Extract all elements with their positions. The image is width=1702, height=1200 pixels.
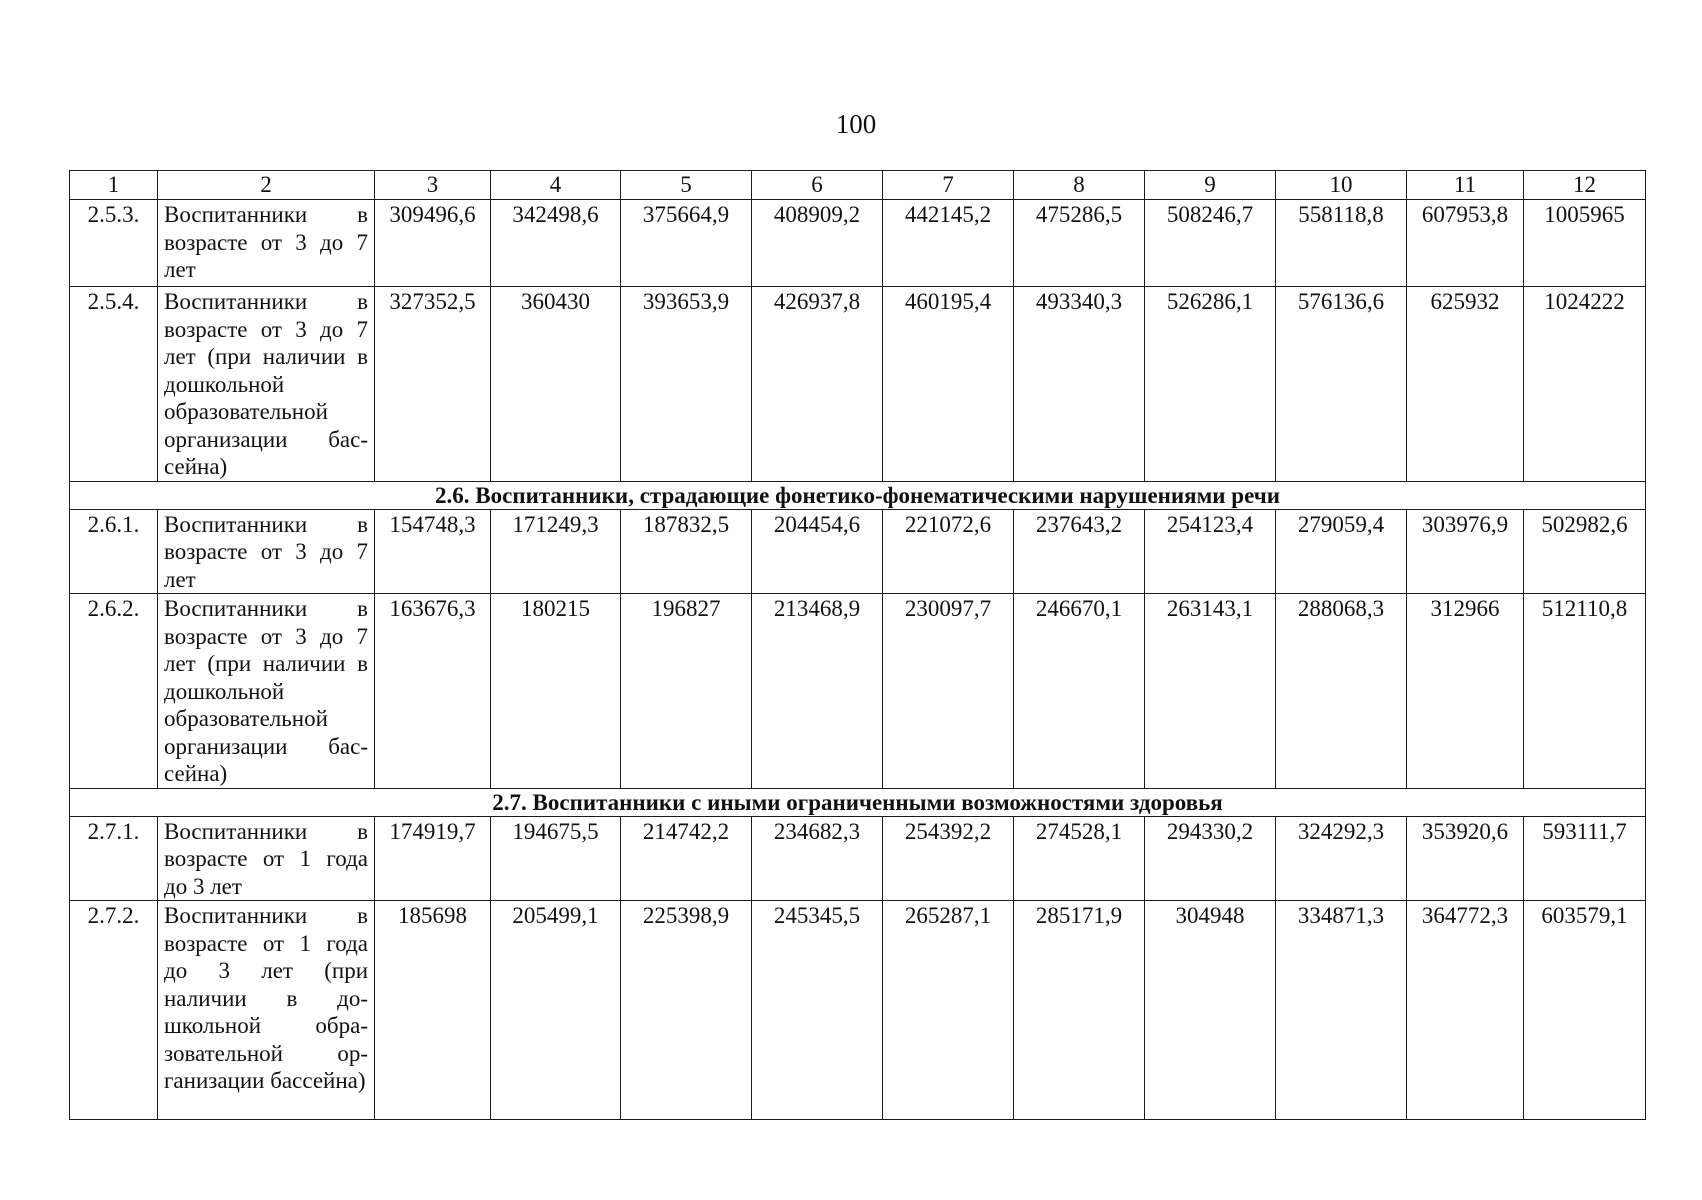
value-cell: 285171,9	[1014, 901, 1145, 1120]
value-cell: 274528,1	[1014, 816, 1145, 901]
value-cell: 493340,3	[1014, 287, 1145, 482]
value-cell: 512110,8	[1524, 594, 1646, 789]
value-cell: 237643,2	[1014, 509, 1145, 594]
column-number: 5	[621, 171, 752, 200]
value-cell: 607953,8	[1407, 200, 1524, 287]
value-cell: 393653,9	[621, 287, 752, 482]
column-number: 6	[752, 171, 883, 200]
value-cell: 279059,4	[1276, 509, 1407, 594]
page-number: 100	[835, 109, 877, 139]
value-cell: 245345,5	[752, 901, 883, 1120]
value-cell: 526286,1	[1145, 287, 1276, 482]
value-cell: 334871,3	[1276, 901, 1407, 1120]
value-cell: 502982,6	[1524, 509, 1646, 594]
table-row	[70, 901, 1646, 1120]
column-number-row	[70, 171, 1646, 200]
column-number: 7	[883, 171, 1014, 200]
value-cell: 196827	[621, 594, 752, 789]
value-cell: 254392,2	[883, 816, 1014, 901]
value-cell: 263143,1	[1145, 594, 1276, 789]
column-number: 11	[1407, 171, 1524, 200]
section-row	[70, 481, 1646, 509]
value-cell: 221072,6	[883, 509, 1014, 594]
column-number: 2	[158, 171, 375, 200]
column-number: 12	[1524, 171, 1646, 200]
value-cell: 205499,1	[491, 901, 621, 1120]
row-code: 2.7.1.	[70, 816, 158, 901]
row-description: Воспитанники в возрасте от 3 до 7 лет	[158, 509, 375, 594]
section-row	[70, 788, 1646, 816]
value-cell: 324292,3	[1276, 816, 1407, 901]
column-number: 9	[1145, 171, 1276, 200]
value-cell: 309496,6	[375, 200, 491, 287]
tariff-table	[69, 170, 1646, 1120]
value-cell: 408909,2	[752, 200, 883, 287]
value-cell: 508246,7	[1145, 200, 1276, 287]
row-description: Воспитанники в возрасте от 3 до 7 лет (при наличии в дошкольной образовательной организации бассейна)	[158, 287, 375, 482]
column-number: 4	[491, 171, 621, 200]
row-description: Воспитанники в возрасте от 1 года до 3 лет	[158, 816, 375, 901]
value-cell: 312966	[1407, 594, 1524, 789]
value-cell: 353920,6	[1407, 816, 1524, 901]
value-cell: 204454,6	[752, 509, 883, 594]
value-cell: 163676,3	[375, 594, 491, 789]
column-number: 3	[375, 171, 491, 200]
value-cell: 171249,3	[491, 509, 621, 594]
value-cell: 593111,7	[1524, 816, 1646, 901]
section-heading: 2.6. Воспитанники, страдающие фонетико-фонематическими нарушениями речи	[70, 481, 1646, 509]
table-row	[70, 594, 1646, 789]
value-cell: 234682,3	[752, 816, 883, 901]
value-cell: 1024222	[1524, 287, 1646, 482]
value-cell: 194675,5	[491, 816, 621, 901]
value-cell: 213468,9	[752, 594, 883, 789]
section-heading: 2.7. Воспитанники с иными ограниченными возможностями здоровья	[70, 788, 1646, 816]
value-cell: 214742,2	[621, 816, 752, 901]
value-cell: 185698	[375, 901, 491, 1120]
row-code: 2.7.2.	[70, 901, 158, 1120]
value-cell: 442145,2	[883, 200, 1014, 287]
row-description: Воспитанники в возрасте от 3 до 7 лет	[158, 200, 375, 287]
row-description: Воспитанники в возрасте от 3 до 7 лет (при наличии в дошкольной образовательной организации бассейна)	[158, 594, 375, 789]
value-cell: 254123,4	[1145, 509, 1276, 594]
row-description: Воспитанники в возрасте от 1 года до 3 лет (при наличии в дошкольной образовательной организации бассейна)	[158, 901, 375, 1120]
value-cell: 246670,1	[1014, 594, 1145, 789]
value-cell: 342498,6	[491, 200, 621, 287]
table-row	[70, 509, 1646, 594]
value-cell: 288068,3	[1276, 594, 1407, 789]
value-cell: 364772,3	[1407, 901, 1524, 1120]
value-cell: 1005965	[1524, 200, 1646, 287]
value-cell: 558118,8	[1276, 200, 1407, 287]
value-cell: 174919,7	[375, 816, 491, 901]
value-cell: 603579,1	[1524, 901, 1646, 1120]
value-cell: 475286,5	[1014, 200, 1145, 287]
value-cell: 225398,9	[621, 901, 752, 1120]
value-cell: 625932	[1407, 287, 1524, 482]
table-row	[70, 816, 1646, 901]
table-row	[70, 287, 1646, 482]
value-cell: 426937,8	[752, 287, 883, 482]
value-cell: 576136,6	[1276, 287, 1407, 482]
value-cell: 265287,1	[883, 901, 1014, 1120]
column-number: 8	[1014, 171, 1145, 200]
column-number: 10	[1276, 171, 1407, 200]
value-cell: 294330,2	[1145, 816, 1276, 901]
row-code: 2.5.4.	[70, 287, 158, 482]
value-cell: 460195,4	[883, 287, 1014, 482]
row-code: 2.6.1.	[70, 509, 158, 594]
value-cell: 304948	[1145, 901, 1276, 1120]
value-cell: 187832,5	[621, 509, 752, 594]
value-cell: 375664,9	[621, 200, 752, 287]
table-row	[70, 200, 1646, 287]
row-code: 2.6.2.	[70, 594, 158, 789]
row-code: 2.5.3.	[70, 200, 158, 287]
value-cell: 154748,3	[375, 509, 491, 594]
value-cell: 303976,9	[1407, 509, 1524, 594]
column-number: 1	[70, 171, 158, 200]
value-cell: 180215	[491, 594, 621, 789]
value-cell: 230097,7	[883, 594, 1014, 789]
value-cell: 360430	[491, 287, 621, 482]
value-cell: 327352,5	[375, 287, 491, 482]
